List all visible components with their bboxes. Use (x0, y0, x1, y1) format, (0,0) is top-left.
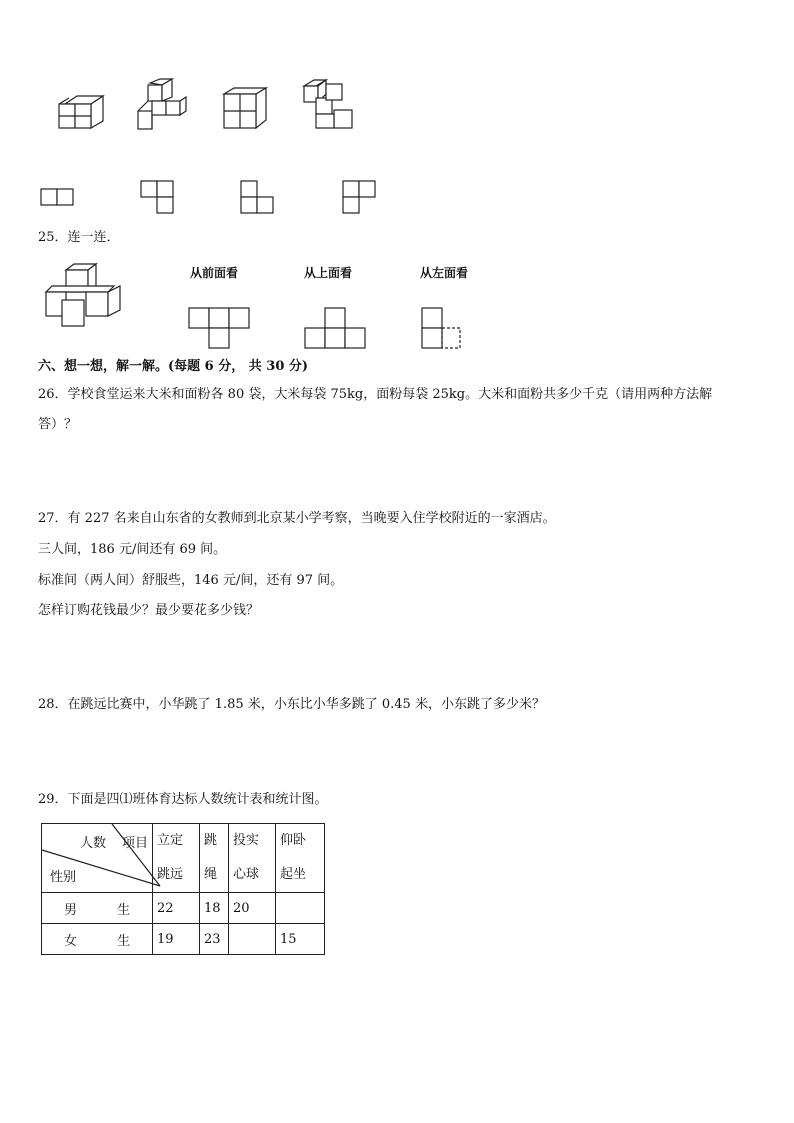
table-cell: 23 (200, 924, 229, 955)
cube-figure-3 (220, 86, 270, 130)
view-shape-2 (140, 180, 176, 216)
question-28-text: 28．在跳远比赛中，小华跳了 1.85 米，小东比小华多跳了 0.45 米，小东跳了多少米？ (38, 697, 545, 712)
question-27-line-1: 27．有 227 名来自山东省的女教师到北京某小学考察，当晚要入住学校附近的一家酒店。 (38, 511, 556, 526)
table-cell (229, 924, 276, 955)
view-shape-3 (240, 180, 276, 216)
view-label-left: 从左面看 (420, 266, 469, 280)
solid-figure-q25 (44, 262, 124, 328)
header-cell: 跳 绳 (200, 824, 229, 893)
cube-figure-4 (300, 80, 356, 132)
fitness-stats-table (41, 823, 325, 955)
cube-figure-2 (136, 83, 188, 133)
header-cell: 立定 跳远 (153, 824, 200, 893)
table-cell: 20 (229, 893, 276, 924)
section-6-title: 六、想一想，解一解。(每题 6 分， 共 30 分) (38, 359, 309, 374)
table-row (42, 924, 325, 955)
view-shape-4 (342, 180, 378, 216)
view-shape-1 (40, 188, 76, 208)
table-cell: 22 (153, 893, 200, 924)
view-shape-t (188, 307, 252, 351)
header-cell: 投实 心球 (229, 824, 276, 893)
question-26-line-1: 26．学校食堂运来大米和面粉各 80 袋，大米每袋 75kg，面粉每袋 25kg。大米和面粉共多少千克（请用两种方法解 (38, 387, 713, 402)
question-29-text: 29．下面是四⑴班体育达标人数统计表和统计图。 (38, 792, 328, 807)
table-header-row (42, 824, 325, 893)
view-label-top: 从上面看 (304, 266, 353, 280)
table-cell: 15 (276, 924, 325, 955)
question-27-line-2: 三人间，186 元/间还有 69 间。 (38, 542, 227, 557)
row-label-female: 女 生 (42, 924, 153, 955)
cube-figure-1 (55, 96, 105, 132)
question-25-title: 25．连一连． (38, 230, 120, 245)
row-label-male: 男 生 (42, 893, 153, 924)
view-shape-l (421, 307, 465, 351)
question-26-line-2: 答）？ (38, 417, 78, 432)
view-shape-step (304, 307, 368, 351)
table-cell: 18 (200, 893, 229, 924)
header-cell: 仰卧 起坐 (276, 824, 325, 893)
corner-label-item: 项目 (122, 836, 149, 851)
table-corner-cell (42, 824, 153, 893)
table-cell: 19 (153, 924, 200, 955)
corner-label-gender: 性别 (50, 870, 77, 885)
table-cell (276, 893, 325, 924)
question-27-line-3: 标准间（两人间）舒服些，146 元/间，还有 97 间。 (38, 573, 344, 588)
corner-label-count: 人数 (80, 836, 107, 851)
view-label-front: 从前面看 (190, 266, 239, 280)
table-row (42, 893, 325, 924)
question-27-line-4: 怎样订购花钱最少？最少要花多少钱？ (38, 603, 260, 618)
